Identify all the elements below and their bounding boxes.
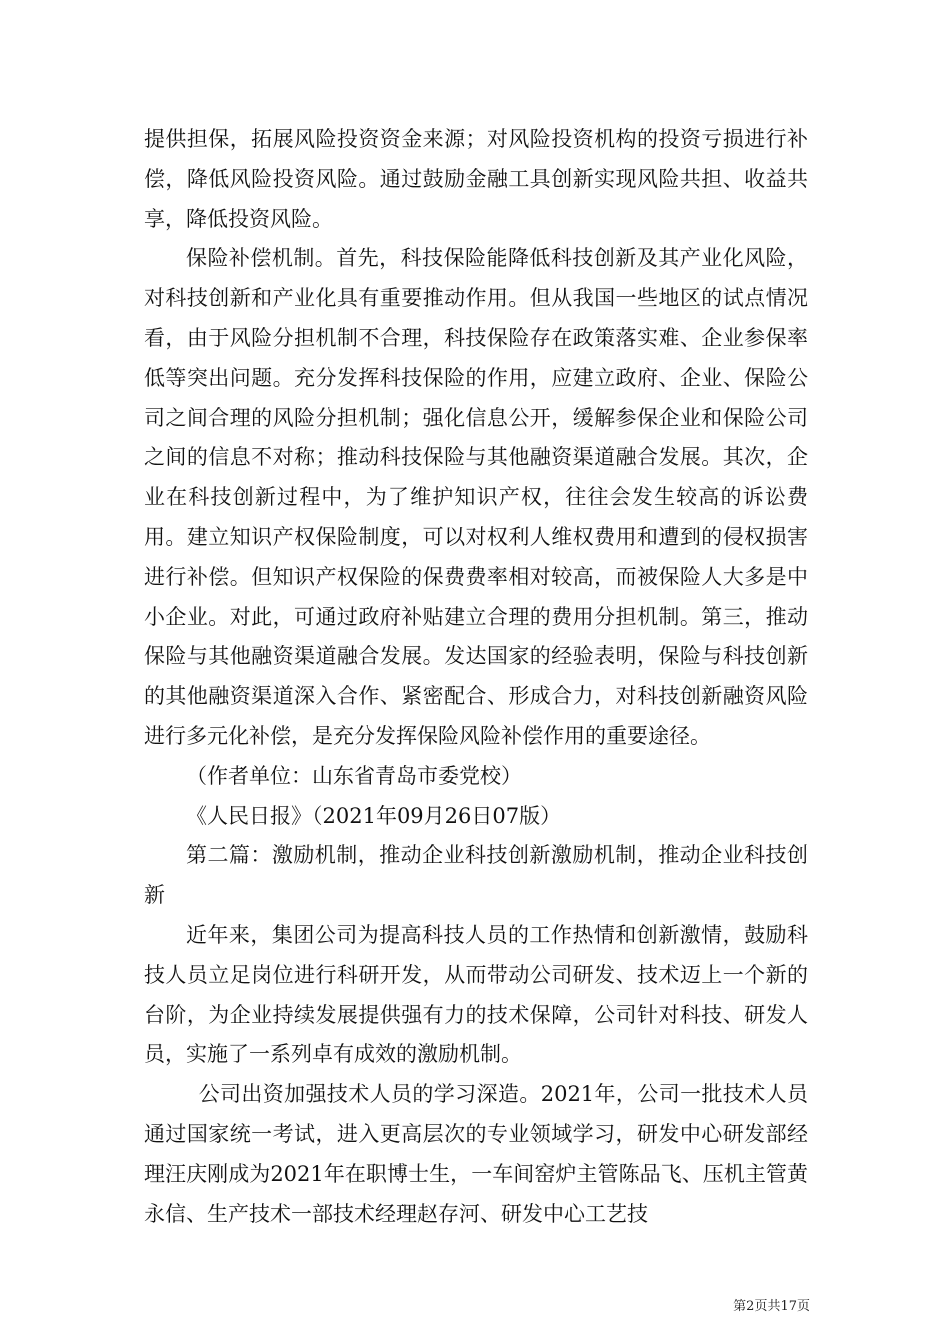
paragraph-4: 公司出资加强技术人员的学习深造。2021年，公司一批技术人员通过国家统一考试，进入更高层次的专业领域学习，研发中心研发部经理汪庆刚成为2021年在职博士生，一车间窑炉主管陈品飞、压机主管黄永信、生产技术一部技术经理赵存河、研发中心工艺技 [144,1082,808,1226]
paragraph-1: 提供担保，拓展风险投资资金来源；对风险投资机构的投资亏损进行补偿，降低风险投资风险。通过鼓励金融工具创新实现风险共担、收益共享，降低投资风险。 [144,127,808,231]
author-affiliation: （作者单位：山东省青岛市委党校） [186,763,522,788]
section-title: 第二篇：激励机制，推动企业科技创新激励机制，推动企业科技创新 [144,843,808,908]
source-citation: 《人民日报》（2021年09月26日07版） [186,803,562,828]
page-number: 第2页共17页 [733,1299,810,1314]
paragraph-2: 保险补偿机制。首先，科技保险能降低科技创新及其产业化风险，对科技创新和产业化具有重要推动作用。但从我国一些地区的试点情况看，由于风险分担机制不合理，科技保险存在政策落实难、企业参保率低等突出问题。充分发挥科技保险的作用，应建立政府、企业、保险公司之间合理的风险分担机制；强化信息公开，缓解参保企业和保险公司之间的信息不对称；推动科技保险与其他融资渠道融合发展。其次，企业在科技创新过程中，为了维护知识产权，往往会发生较高的诉讼费用。建立知识产权保险制度，可以对权利人维权费用和遭到的侵权损害进行补偿。但知识产权保险的保费费率相对较高，而被保险人大多是中小企业。对此，可通过政府补贴建立合理的费用分担机制。第三，推动保险与其他融资渠道融合发展。发达国家的经验表明，保险与科技创新的其他融资渠道深入合作、紧密配合、形成合力，对科技创新融资风险进行多元化补偿，是充分发挥保险风险补偿作用的重要途径。 [144,246,808,748]
paragraph-3: 近年来，集团公司为提高科技人员的工作热情和创新激情，鼓励科技人员立足岗位进行科研开发，从而带动公司研发、技术迈上一个新的台阶，为企业持续发展提供强有力的技术保障，公司针对科技、研发人员，实施了一系列卓有成效的激励机制。 [144,922,808,1067]
document-body [144,120,808,1234]
